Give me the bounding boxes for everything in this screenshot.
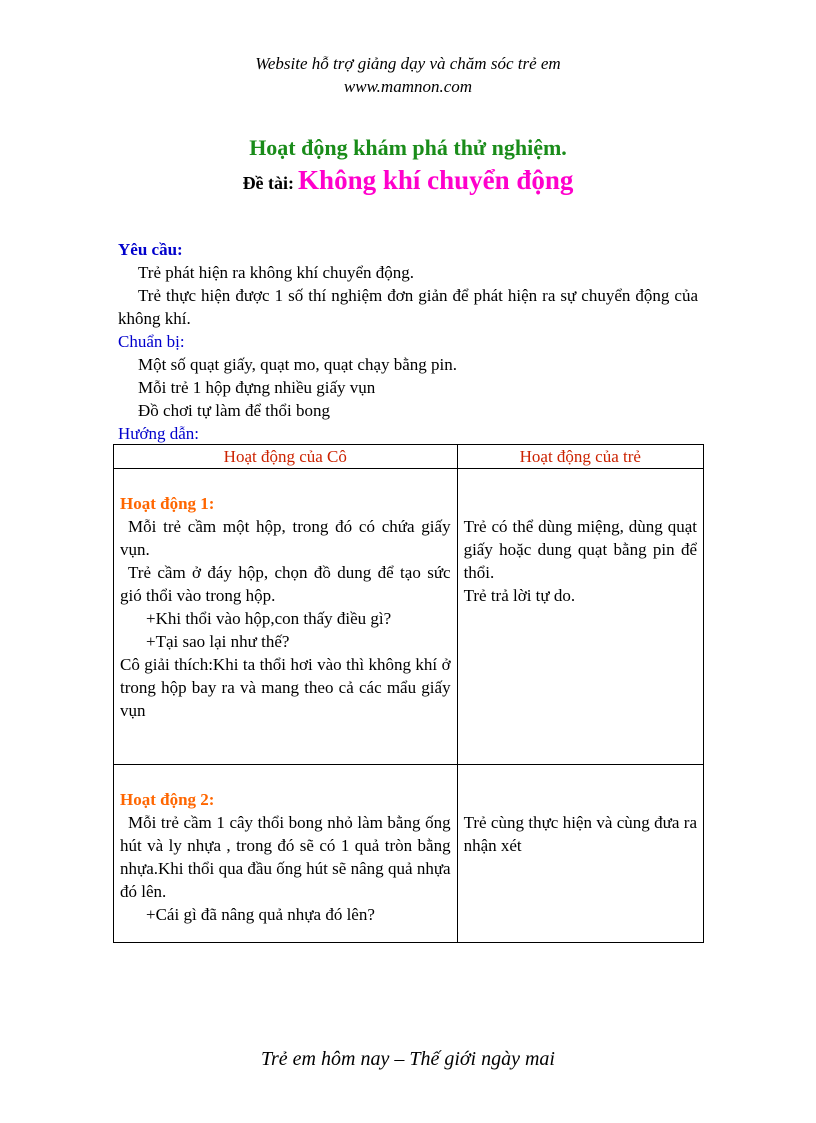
- table-row: [114, 469, 704, 765]
- teacher-question: +Cái gì đã nâng quả nhựa đó lên?: [146, 905, 375, 924]
- preparation-item: Mỗi trẻ 1 hộp đựng nhiều giấy vụn: [138, 378, 376, 397]
- site-tagline: Website hỗ trợ giảng dạy và chăm sóc trẻ em: [255, 54, 561, 73]
- teacher-question: +Khi thổi vào hộp,con thấy điều gì?: [146, 609, 392, 628]
- lesson-body: [118, 238, 698, 445]
- footer-slogan: Trẻ em hôm nay – Thế giới ngày mai: [261, 1048, 555, 1070]
- table-header-row: [114, 445, 704, 469]
- child-line: Trẻ cùng thực hiện và cùng đưa ra nhận xét: [463, 813, 697, 855]
- preparation-item: Đồ chơi tự làm để thổi bong: [138, 401, 330, 420]
- teacher-question: +Tại sao lại như thế?: [146, 632, 290, 651]
- requirement-item: Trẻ phát hiện ra không khí chuyển động.: [138, 263, 415, 282]
- activity-1-title: Hoạt động 1:: [120, 494, 215, 513]
- teacher-line: Mỗi trẻ cầm một hộp, trong đó có chứa giấy vụn.: [120, 517, 451, 559]
- guide-table: [113, 444, 704, 943]
- child-line: Trẻ có thể dùng miệng, dùng quạt giấy hoặc dung quạt bằng pin để thổi.: [463, 517, 697, 582]
- activity-title: Hoạt động khám phá thử nghiệm.: [249, 135, 567, 160]
- child-line: Trẻ trả lời tự do.: [463, 586, 576, 605]
- topic-title: Không khí chuyển động: [298, 165, 574, 195]
- teacher-line: Trẻ cầm ở đáy hộp, chọn đồ dung để tạo sức gió thổi vào trong hộp.: [120, 563, 451, 605]
- teacher-explanation: Cô giải thích:Khi ta thổi hơi vào thì không khí ở trong hộp bay ra và mang theo cả các mẩu giấy vụn: [120, 655, 451, 720]
- teacher-line: Mỗi trẻ cầm 1 cây thổi bong nhỏ làm bằng ống hút và ly nhựa , trong đó sẽ có 1 quả tròn bằng nhựa.Khi thổi qua đầu ống hút sẽ nâng quả nhựa đó lên.: [120, 813, 451, 901]
- child-activity-cell: [457, 765, 703, 943]
- child-activity-cell: [457, 469, 703, 765]
- teacher-activity-cell: [114, 765, 458, 943]
- child-column-header: Hoạt động của trẻ: [457, 445, 703, 469]
- site-header: [0, 52, 816, 98]
- preparation-item: Một số quạt giấy, quạt mo, quạt chạy bằng pin.: [138, 355, 458, 374]
- activity-2-title: Hoạt động 2:: [120, 790, 215, 809]
- site-url: www.mamnon.com: [343, 77, 473, 96]
- teacher-activity-cell: [114, 469, 458, 765]
- requirement-item: Trẻ thực hiện được 1 số thí nghiệm đơn giản để phát hiện ra sự chuyển động của không khí.: [118, 286, 698, 328]
- guide-heading: Hướng dẫn:: [118, 424, 199, 443]
- requirements-heading: Yêu cầu:: [118, 240, 183, 259]
- table-row: [114, 765, 704, 943]
- teacher-column-header: Hoạt động của Cô: [114, 445, 458, 469]
- preparation-heading: Chuẩn bị:: [118, 332, 185, 351]
- topic-line: [0, 164, 816, 201]
- topic-label: Đề tài:: [242, 173, 295, 193]
